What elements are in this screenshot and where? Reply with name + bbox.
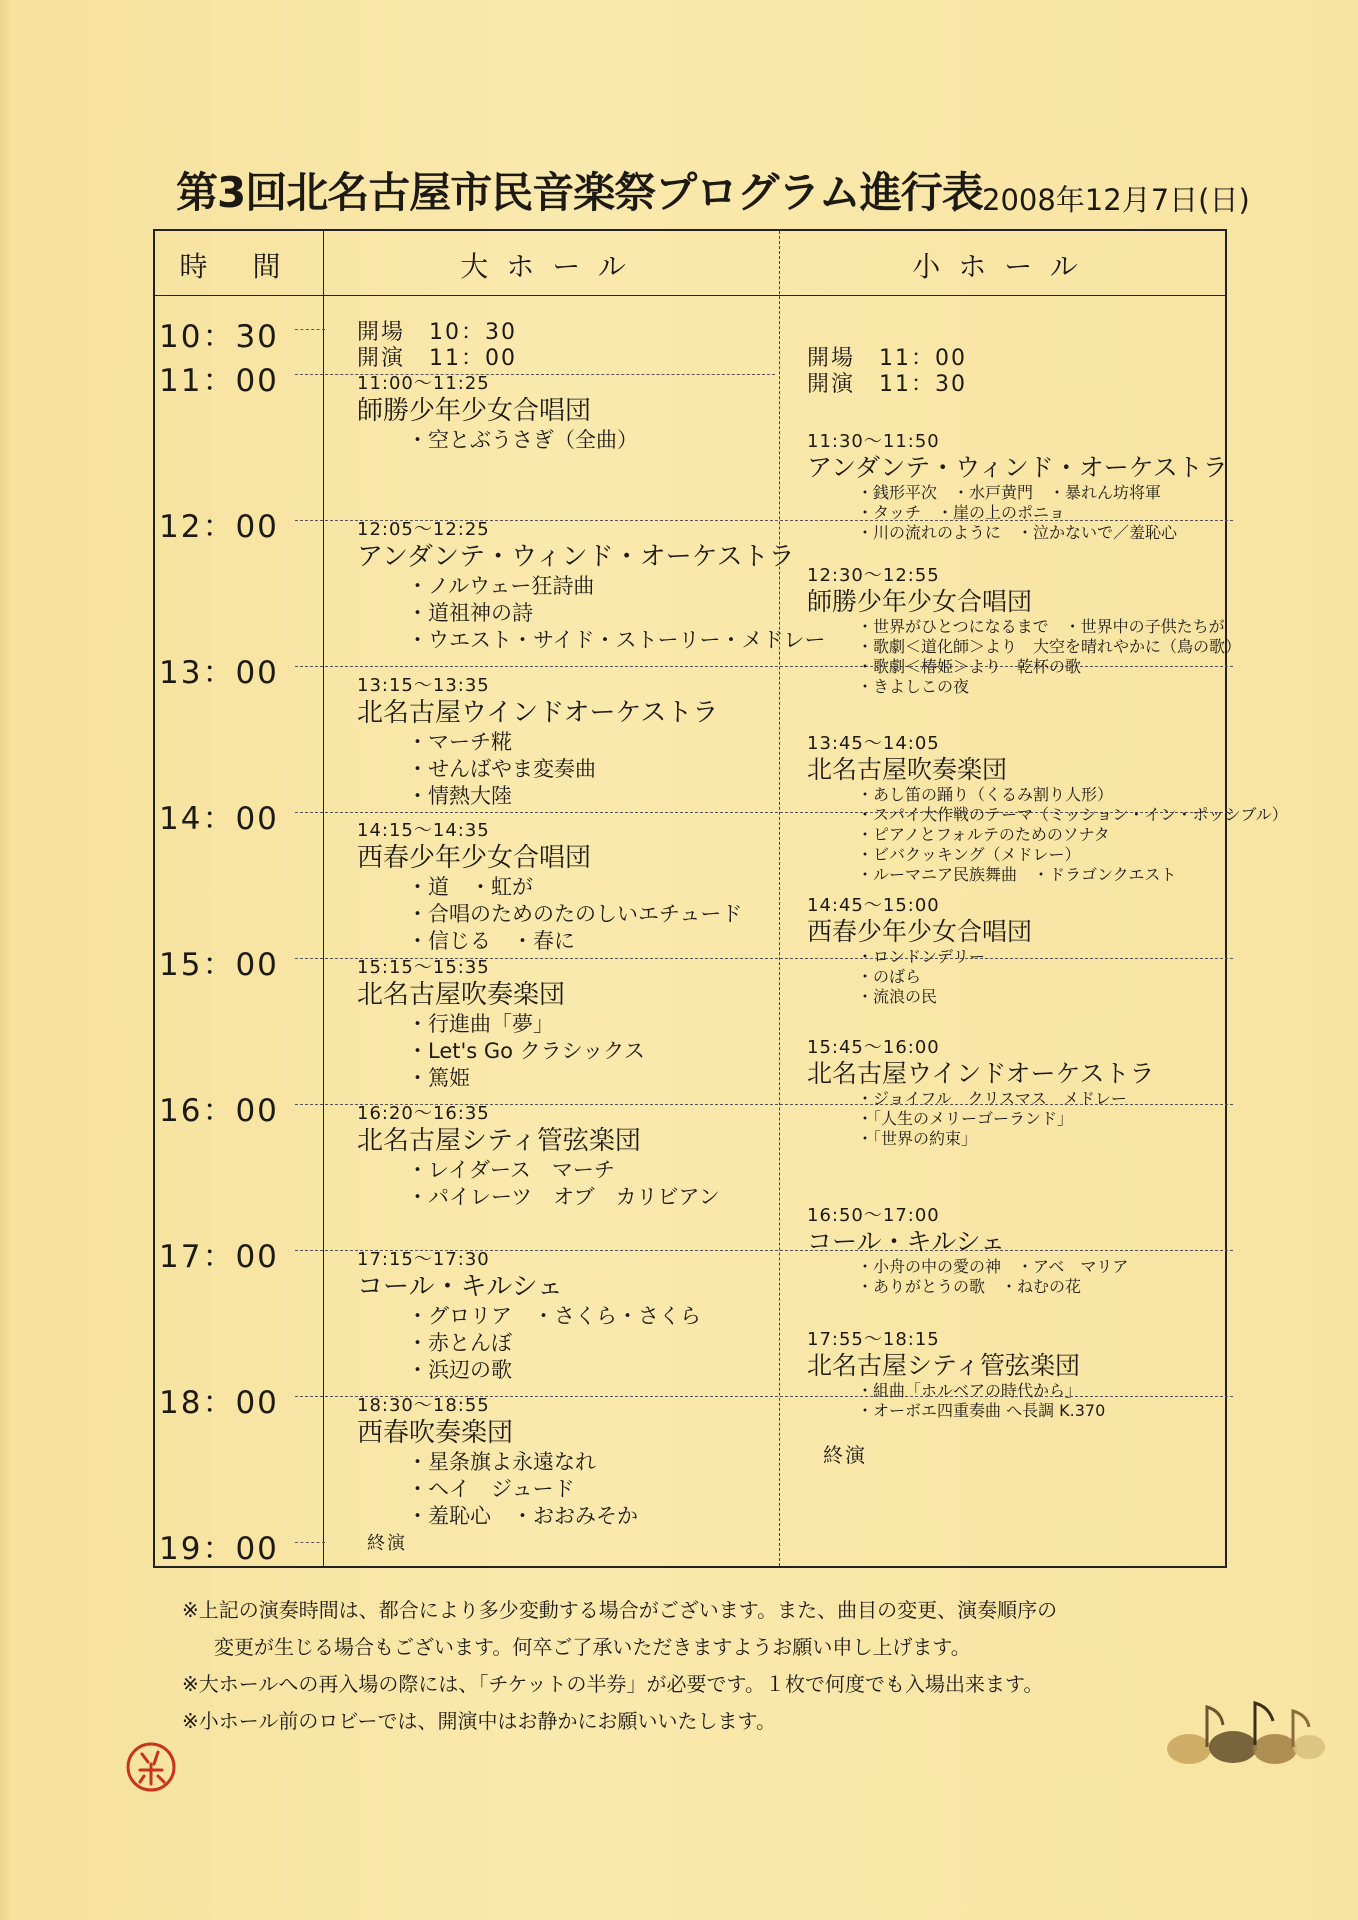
slot-piece: ・「世界の約束」 [857, 1129, 978, 1148]
slot-group: 北名古屋シティ管弦楽団 [807, 1351, 1081, 1380]
slot-piece: ・行進曲「夢」 [407, 1012, 554, 1036]
slot-time: 16:50〜17:00 [807, 1205, 940, 1226]
time-tick: 13：00 [159, 655, 279, 691]
slot-piece: ・パイレーツ オブ カリビアン [407, 1185, 720, 1209]
large-hall-slot [357, 820, 742, 955]
time-tick: 15：00 [159, 947, 279, 983]
slot-piece: ・空とぶうさぎ（全曲） [407, 428, 638, 452]
time-tick: 11：00 [159, 363, 279, 399]
slot-time: 17:55〜18:15 [807, 1329, 940, 1350]
large-hall-slot [357, 957, 645, 1092]
note-line: ※上記の演奏時間は、都合により多少変動する場合がございます。また、曲目の変更、演奏順序の [182, 1598, 1058, 1622]
slot-piece: ・ノルウェー狂詩曲 [407, 574, 595, 598]
small-hall-slot [807, 431, 1228, 543]
slot-piece: ・赤とんぼ [407, 1331, 512, 1355]
slot-group: 北名古屋シティ管弦楽団 [357, 1126, 641, 1156]
slot-time: 12:05〜12:25 [357, 519, 490, 540]
small-hall-slot [807, 1329, 1105, 1421]
slot-group: 師勝少年少女合唱団 [357, 396, 592, 426]
page-fold-shadow [0, 0, 14, 1920]
small-hall-start: 開演 11：30 [807, 372, 967, 397]
slot-piece: ・川の流れのように ・泣かないで／羞恥心 [857, 523, 1178, 542]
slot-piece: ・道祖神の詩 [407, 601, 533, 625]
slot-piece: ・世界がひとつになるまで ・世界中の子供たちが [857, 617, 1225, 636]
slot-piece: ・銭形平次 ・水戸黄門 ・暴れん坊将軍 [857, 483, 1162, 502]
slot-time: 15:45〜16:00 [807, 1037, 940, 1058]
slot-group: 北名古屋吹奏楽団 [807, 755, 1008, 784]
red-seal-stamp [124, 1740, 178, 1794]
time-tick: 17：00 [159, 1239, 279, 1275]
slot-time: 17:15〜17:30 [357, 1249, 490, 1270]
large-hall-slot [357, 1395, 638, 1530]
slot-piece: ・ルーマニア民族舞曲 ・ドラゴンクエスト [857, 865, 1177, 884]
slot-piece: ・浜辺の歌 [407, 1358, 512, 1382]
large-hall-slot [357, 1249, 701, 1384]
slot-time: 11:00〜11:25 [357, 373, 490, 394]
note-line: ※大ホールへの再入場の際には、「チケットの半券」が必要です。１枚で何度でも入場出来ます。 [182, 1672, 1044, 1696]
slot-piece: ・道 ・虹が [407, 875, 533, 899]
slot-time: 15:15〜15:35 [357, 957, 490, 978]
slot-piece: ・せんばやま変奏曲 [407, 757, 596, 781]
time-gridline [295, 329, 325, 330]
slot-group: 西春少年少女合唱団 [357, 843, 592, 873]
slot-piece: ・のばら [857, 967, 922, 986]
large-hall-slot [357, 373, 638, 454]
slot-piece: ・星条旗よ永遠なれ [407, 1450, 596, 1474]
event-date: 2008年12月7日(日) [982, 183, 1250, 217]
slot-group: 北名古屋ウインドオーケストラ [357, 698, 719, 728]
time-tick: 12：00 [159, 509, 279, 545]
slot-time: 16:20〜16:35 [357, 1103, 490, 1124]
large-hall-open: 開場 10：30 [357, 320, 517, 345]
slot-piece: ・あし笛の踊り（くるみ割り人形） [857, 785, 1114, 804]
slot-group: 師勝少年少女合唱団 [807, 587, 1033, 616]
time-tick: 19：00 [159, 1531, 279, 1567]
small-hall-slot [807, 565, 1241, 697]
header-time: 時 間 [179, 250, 299, 283]
small-hall-slot [807, 1205, 1128, 1297]
hall-column-divider [779, 231, 780, 1566]
document-title: 第3回北名古屋市民音楽祭プログラム進行表 [176, 168, 983, 217]
slot-piece: ・流浪の民 [857, 987, 938, 1006]
slot-piece: ・Let's Go クラシックス [407, 1039, 646, 1063]
small-hall-end: 終演 [823, 1443, 867, 1467]
time-gridline [295, 1542, 325, 1543]
slot-group: アンダンテ・ウィンド・オーケストラ [357, 542, 795, 572]
small-hall-slot [807, 895, 1032, 1007]
music-notes-illustration [1163, 1701, 1327, 1765]
slot-piece: ・ロンドンデリー [857, 947, 986, 966]
slot-piece: ・信じる ・春に [407, 929, 575, 953]
time-tick: 16：00 [159, 1093, 279, 1129]
slot-piece: ・合唱のためのたのしいエチュード [407, 902, 743, 926]
slot-time: 11:30〜11:50 [807, 431, 940, 452]
slot-piece: ・小舟の中の愛の神 ・アベ マリア [857, 1257, 1129, 1276]
slot-piece: ・歌劇＜椿姫＞より 乾杯の歌 [857, 657, 1082, 676]
header-large-hall: 大ホール [460, 250, 644, 283]
slot-group: 西春吹奏楽団 [357, 1418, 514, 1448]
large-hall-slot [357, 519, 826, 654]
slot-piece: ・篤姫 [407, 1066, 470, 1090]
small-hall-slot [807, 1037, 1155, 1149]
slot-piece: ・ジョイフル クリスマス メドレー [857, 1089, 1127, 1108]
slot-piece: ・ウエスト・サイド・ストーリー・メドレー [407, 628, 826, 652]
slot-piece: ・グロリア ・さくら・さくら [407, 1304, 701, 1328]
slot-group: 北名古屋ウインドオーケストラ [807, 1059, 1155, 1088]
note-line: ※小ホール前のロビーでは、開演中はお静かにお願いいたします。 [182, 1709, 776, 1733]
slot-piece: ・マーチ糀 [407, 730, 512, 754]
slot-piece: ・ビバクッキング（メドレー） [857, 845, 1081, 864]
note-line: 変更が生じる場合もございます。何卒ご了承いただきますようお願い申し上げます。 [214, 1635, 971, 1659]
small-hall-open: 開場 11：00 [807, 346, 967, 371]
slot-time: 13:15〜13:35 [357, 675, 490, 696]
slot-time: 14:45〜15:00 [807, 895, 940, 916]
slot-time: 13:45〜14:05 [807, 733, 940, 754]
slot-piece: ・「人生のメリーゴーランド」 [857, 1109, 1074, 1128]
large-hall-start: 開演 11：00 [357, 346, 517, 371]
time-tick: 18：00 [159, 1385, 279, 1421]
slot-piece: ・きよしこの夜 [857, 677, 970, 696]
slot-group: 北名古屋吹奏楽団 [357, 980, 566, 1010]
slot-piece: ・情熱大陸 [407, 784, 512, 808]
slot-piece: ・スパイ大作戦のテーマ（ミッション・イン・ポッシブル） [857, 805, 1288, 824]
slot-group: 西春少年少女合唱団 [807, 917, 1033, 946]
header-divider [155, 295, 1225, 296]
slot-piece: ・オーボエ四重奏曲 へ長調 K.370 [857, 1401, 1106, 1420]
slot-piece: ・ヘイ ジュード [407, 1477, 575, 1501]
header-small-hall: 小ホール [912, 250, 1096, 283]
slot-time: 18:30〜18:55 [357, 1395, 490, 1416]
large-hall-slot [357, 1103, 720, 1211]
slot-piece: ・タッチ ・崖の上のポニョ [857, 503, 1066, 522]
slot-group: アンダンテ・ウィンド・オーケストラ [807, 453, 1228, 482]
slot-piece: ・ピアノとフォルテのためのソナタ [857, 825, 1110, 844]
small-hall-slot [807, 733, 1288, 885]
slot-piece: ・歌劇＜道化師＞より 大空を晴れやかに（鳥の歌） [857, 637, 1242, 656]
schedule-table [153, 229, 1288, 1568]
time-column-divider [323, 231, 324, 1566]
slot-piece: ・組曲「ホルベアの時代から」 [857, 1381, 1082, 1400]
slot-time: 14:15〜14:35 [357, 820, 490, 841]
large-hall-slot [357, 675, 718, 810]
slot-group: コール・キルシェ [357, 1272, 564, 1302]
slot-piece: ・羞恥心 ・おおみそか [407, 1504, 638, 1528]
time-tick: 10：30 [159, 319, 279, 355]
notes-section [182, 1592, 1057, 1740]
slot-time: 12:30〜12:55 [807, 565, 940, 586]
time-tick: 14：00 [159, 801, 279, 837]
slot-group: コール・キルシェ [807, 1227, 1006, 1256]
slot-piece: ・レイダース マーチ [407, 1158, 615, 1182]
slot-piece: ・ありがとうの歌 ・ねむの花 [857, 1277, 1082, 1296]
large-hall-end: 終演 [367, 1533, 407, 1554]
